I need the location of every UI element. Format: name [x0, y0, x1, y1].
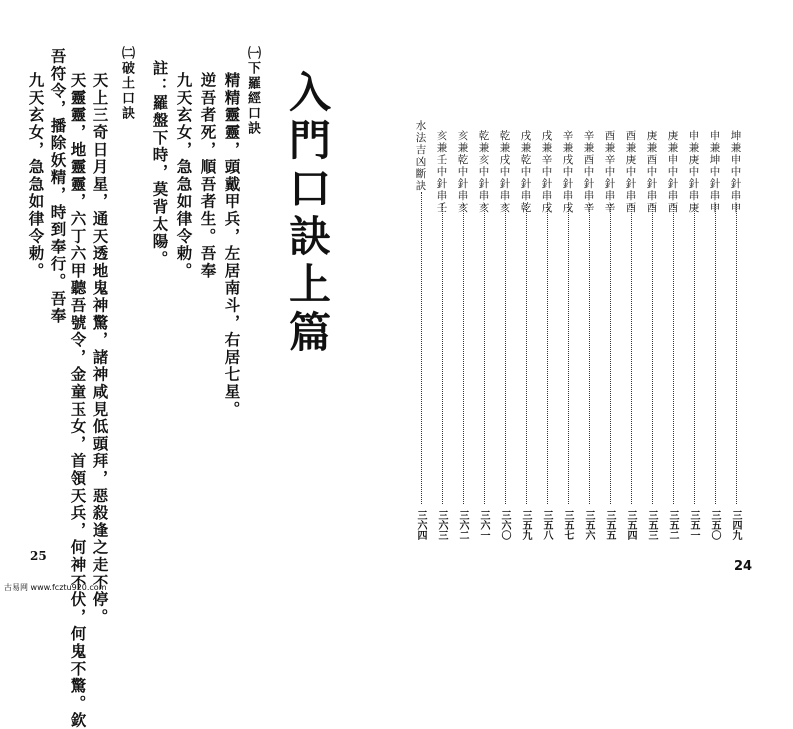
toc-page-4: 三五二 [667, 510, 678, 540]
toc-page-5: 三五三 [646, 510, 657, 540]
toc-page-2: 三五〇 [709, 510, 720, 540]
toc-page-15: 三六三 [436, 510, 447, 540]
section1-heading: ㈠下羅經口訣 [245, 46, 260, 136]
section2-line-1: 天上三奇日月星，通天透地鬼神驚，諸神咸見低頭拜，惡殺逢之走不停。 [90, 72, 110, 626]
toc-label-4: 庚兼申中針串酉 [666, 130, 679, 214]
toc-leader-4 [673, 204, 674, 504]
toc-leader-5 [652, 204, 653, 504]
toc-page-9: 三五七 [562, 510, 573, 540]
section2-line-2: 天靈靈，地靈靈，六丁六甲聽吾號令，金童玉女，首領天兵，何神不伏，何鬼不驚。欽 [68, 72, 88, 729]
section1-line-3: 九天玄女，急急如律令勅。 [174, 72, 194, 280]
toc-page-11: 三五九 [520, 510, 531, 540]
toc-label-8: 辛兼酉中針串辛 [582, 130, 595, 214]
toc-leader-13 [484, 204, 485, 504]
toc-leader-9 [568, 204, 569, 504]
toc-label-14: 亥兼乾中針串亥 [456, 130, 469, 214]
section1-line-2: 逆吾者死，順吾者生。吾奉 [198, 72, 218, 280]
corner-mark: 25 [30, 549, 47, 563]
toc-page-10: 三五八 [541, 510, 552, 540]
toc-leader-12 [505, 204, 506, 504]
toc-leader-10 [547, 204, 548, 504]
toc-page-1: 三四九 [730, 510, 741, 540]
toc-label-6: 酉兼庚中針串酉 [624, 130, 637, 214]
watermark: 古易网 www.fcztu920.com [4, 583, 107, 592]
toc-label-16: 水法吉凶斷訣 [414, 120, 427, 192]
section2-line-4: 九天玄女，急急如律令勅。 [26, 72, 46, 280]
toc-label-3: 申兼庚中針串庚 [687, 130, 700, 214]
toc-label-13: 乾兼亥中針串亥 [477, 130, 490, 214]
toc-leader-2 [715, 204, 716, 504]
toc-leader-14 [463, 204, 464, 504]
toc-page-14: 三六二 [457, 510, 468, 540]
toc-label-12: 乾兼戌中針串亥 [498, 130, 511, 214]
toc-label-5: 庚兼酉中針串酉 [645, 130, 658, 214]
chapter-title: 入門口訣上篇 [283, 70, 332, 358]
toc-leader-6 [631, 204, 632, 504]
toc-page-13: 三六一 [478, 510, 489, 540]
toc-label-2: 申兼坤中針串申 [708, 130, 721, 214]
page-number: 24 [734, 559, 753, 574]
toc-leader-11 [526, 204, 527, 504]
section1-note: 註：羅盤下時，莫背太陽。 [150, 60, 170, 268]
toc-label-11: 戌兼乾中針串乾 [519, 130, 532, 214]
section1-line-1: 精精靈靈，頭戴甲兵，左居南斗，右居七星。 [222, 72, 242, 418]
toc-leader-16 [421, 192, 422, 504]
toc-label-1: 坤兼申中針串申 [729, 130, 742, 214]
toc-page-3: 三五一 [688, 510, 699, 540]
toc-page-7: 三五五 [604, 510, 615, 540]
toc-page-16: 三六四 [415, 510, 426, 540]
toc-label-9: 辛兼戌中針串戌 [561, 130, 574, 214]
toc-page-12: 三六〇 [499, 510, 510, 540]
toc-leader-1 [736, 204, 737, 504]
toc-leader-15 [442, 204, 443, 504]
section2-line-3: 吾符令，播除妖精，時到奉行。吾奉 [48, 48, 68, 325]
toc-label-7: 酉兼辛中針串辛 [603, 130, 616, 214]
toc-label-15: 亥兼壬中針串壬 [435, 130, 448, 214]
toc-leader-3 [694, 204, 695, 504]
toc-page-6: 三五四 [625, 510, 636, 540]
toc-leader-7 [610, 204, 611, 504]
toc-label-10: 戌兼辛中針串戌 [540, 130, 553, 214]
toc-page-8: 三五六 [583, 510, 594, 540]
section2-heading: ㈡破土口訣 [119, 46, 134, 121]
toc-leader-8 [589, 204, 590, 504]
